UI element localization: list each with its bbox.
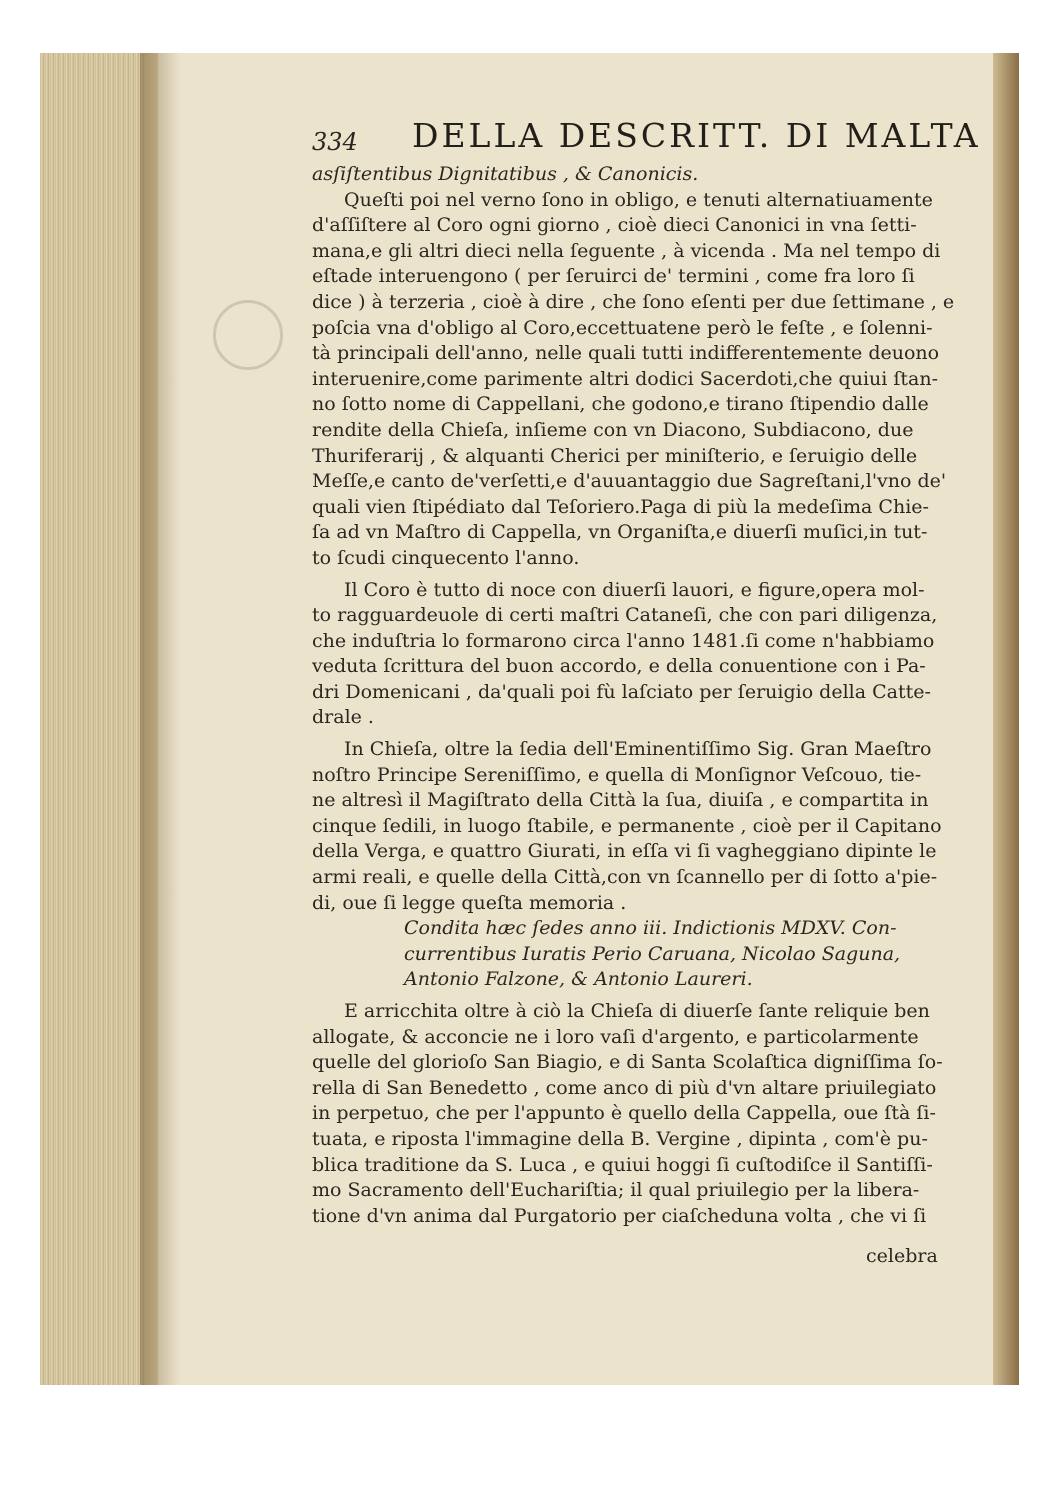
inscription-line: currentibus Iuratis Perio Caruana, Nicolao Saguna, xyxy=(404,942,901,965)
text-line: Il Coro è tutto di noce con diuerſi lauori, e figure,opera mol- xyxy=(344,578,925,601)
text-line: noſtro Principe Sereniſſimo, e quella di Monſignor Veſcouo, tie- xyxy=(312,763,922,786)
text-line: In Chieſa, oltre la ſedia dell'Eminentiſſimo Sig. Gran Maeſtro xyxy=(344,738,932,761)
text-line: quali vien ſtipédiato dal Teſoriero.Paga di più la medeſima Chie- xyxy=(312,495,929,518)
text-line: d'aſſiſtere al Coro ogni giorno , cioè dieci Canonici in vna ſetti- xyxy=(312,214,917,237)
text-line: tione d'vn anima dal Purgatorio per ciaſcheduna volta , che vi ſi xyxy=(312,1204,927,1227)
text-line: to ragguardeuole di certi maſtri Cataneſi, che con pari diligenza, xyxy=(312,604,938,627)
text-line: asſiſtentibus Dignitatibus , & Canonicis. xyxy=(312,163,699,185)
text-line: interuenire,come parimente altri dodici Sacerdoti,che quiui ſtan- xyxy=(312,367,939,390)
text-line: Queſti poi nel verno ſono in obligo, e tenuti alternatiuamente xyxy=(344,188,933,211)
gutter-shadow xyxy=(140,53,180,1385)
text-line: veduta ſcrittura del buon accordo, e della conuentione con i Pa- xyxy=(312,655,926,678)
text-line: blica traditione da S. Luca , e quiui hoggi ſi cuſtodiſce il Santiſſi- xyxy=(312,1153,933,1176)
text-line: no ſotto nome di Cappellani, che godono,e tirano ſtipendio dalle xyxy=(312,393,929,416)
catchword: celebra xyxy=(866,1245,938,1267)
text-line: della Verga, e quattro Giurati, in eſſa vi ſi vagheggiano dipinte le xyxy=(312,840,937,863)
book-page-edges xyxy=(40,53,148,1385)
text-line: E arricchita oltre à ciò la Chieſa di diuerſe ſante reliquie ben xyxy=(344,1000,930,1022)
text-line: che induſtria lo formarono circa l'anno 1481.ſi come n'habbiamo xyxy=(312,629,935,652)
text-line: eſtade interuengono ( per ſeruirci de' termini , come fra loro ſi xyxy=(312,265,915,288)
text-line: mana,e gli altri dieci nella ſeguente , à vicenda . Ma nel tempo di xyxy=(312,239,941,262)
text-line: poſcia vna d'obligo al Coro,eccettuatene però le feſte , e ſolenni- xyxy=(312,316,933,339)
text-line: tuata, e riposta l'immagine della B. Vergine , dipinta , com'è pu- xyxy=(312,1127,928,1150)
text-line: rendite della Chieſa, inſieme con vn Diacono, Subdiacono, due xyxy=(312,418,914,441)
inscription-line: Condita hæc ſedes anno iii. Indictionis MDXV. Con- xyxy=(404,917,897,940)
text-line: allogate, & acconcie ne i loro vaſi d'argento, e particolarmente xyxy=(312,1025,919,1048)
text-line: ſa ad vn Maſtro di Cappella, vn Organiſta,e diuerſi muſici,in tut- xyxy=(312,521,928,544)
text-line: to ſcudi cinquecento l'anno. xyxy=(312,546,580,569)
text-line: cinque ſedili, in luogo ſtabile, e permanente , cioè per il Capitano xyxy=(312,814,942,837)
text-line: dice ) à terzeria , cioè à dire , che ſono eſenti per due ſettimane , e xyxy=(312,290,955,313)
text-line: tà principali dell'anno, nelle quali tutti indifferentemente deuono xyxy=(312,342,940,365)
text-line: drale . xyxy=(312,706,374,729)
running-head: DELLA DESCRITT. DI MALTA xyxy=(412,116,981,155)
text-line: mo Sacramento dell'Euchariſtia; il qual priuilegio per la libera- xyxy=(312,1179,920,1202)
text-line: armi reali, e quelle della Città,con vn ſcannello per di ſotto a'pie- xyxy=(312,866,938,889)
text-line: rella di San Benedetto , come anco di più d'vn altare priuilegiato xyxy=(312,1076,937,1099)
text-line: Meſſe,e canto de'verſetti,e d'auuantaggio due Sagreſtani,l'vno de' xyxy=(312,470,947,493)
copyright-watermark-icon xyxy=(213,300,283,370)
page-body xyxy=(312,162,976,1229)
text-line: dri Domenicani , da'quali poi fù laſciato per ſeruigio della Catte- xyxy=(312,680,931,703)
inscription-line: Antonio Falzone, & Antonio Laureri. xyxy=(404,968,753,991)
text-line: Thuriferarij , & alquanti Cherici per miniſterio, e ſeruigio delle xyxy=(312,444,918,467)
text-line: ne altresì il Magiſtrato della Città la ſua, diuiſa , e compartita in xyxy=(312,789,929,812)
right-page-edge xyxy=(993,53,1019,1385)
text-line: in perpetuo, che per l'appunto è quello della Cappella, oue ſtà ſi- xyxy=(312,1102,936,1125)
text-line: quelle del glorioſo San Biagio, e di Santa Scolaſtica digniſſima ſo- xyxy=(312,1051,943,1074)
text-line: di, oue ſi legge queſta memoria . xyxy=(312,891,627,914)
page-number: 334 xyxy=(312,128,358,156)
